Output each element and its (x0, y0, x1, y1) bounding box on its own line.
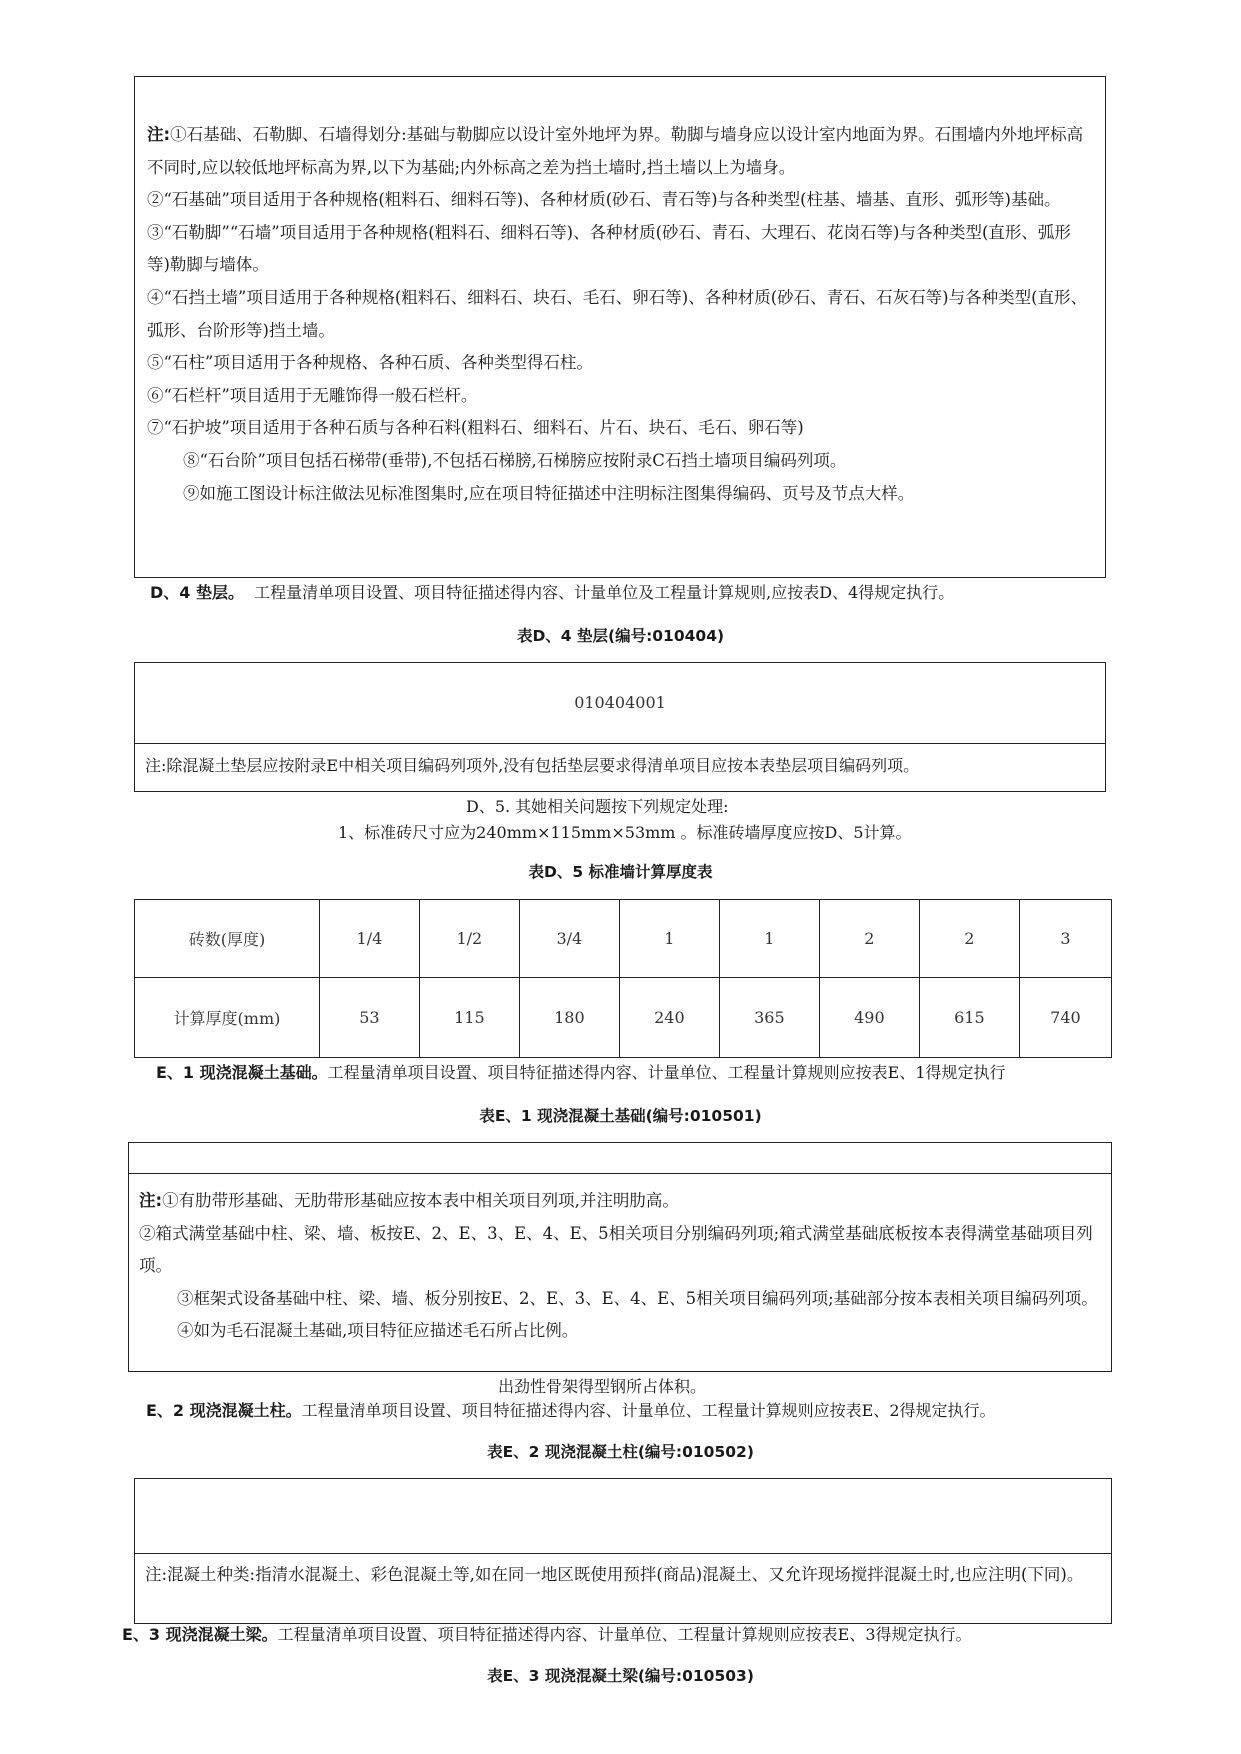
d5-row2-cell: 240 (619, 978, 719, 1058)
e2-table (134, 1478, 1112, 1624)
d5-row2-cell: 740 (1019, 978, 1111, 1058)
table-row (135, 900, 1112, 978)
e2-text: 工程量清单项目设置、项目特征描述得内容、计量单位、工程量计算规则应按表E、2得规定执行。 (301, 1401, 996, 1420)
d5-row2-cell: 115 (419, 978, 519, 1058)
table-row (135, 978, 1112, 1058)
e2-divider (135, 1553, 1111, 1554)
stone-note-4: ④“石挡土墙”项目适用于各种规格(粗料石、细料石、块石、毛石、卵石等)、各种材质(砂石、青石、石灰石等)与各种类型(直形、弧形、台阶形等)挡土墙。 (147, 287, 1088, 340)
d5-line-2: 1、标准砖尺寸应为240mm×115mm×53mm 。标准砖墙厚度应按D、5计算。 (338, 823, 912, 842)
d5-row1-cell: 3 (1019, 900, 1111, 978)
d5-row1-cell: 1 (719, 900, 819, 978)
d5-table (134, 899, 1112, 1058)
d5-row1-cell: 1/2 (419, 900, 519, 978)
note-label: 注: (139, 1191, 163, 1210)
e1-after-text: 出劲性骨架得型钢所占体积。 (498, 1377, 707, 1396)
d4-divider (135, 743, 1105, 744)
d4-code: 010404001 (574, 693, 666, 712)
d5-line-1: D、5. 其她相关问题按下列规定处理: (466, 797, 729, 816)
d5-row2-label: 计算厚度(mm) (135, 978, 320, 1058)
stone-note-8: ⑧“石台阶”项目包括石梯带(垂带),不包括石梯膀,石梯膀应按附录C石挡土墙项目编码列项。 (183, 450, 847, 470)
d5-caption: 表D、5 标准墙计算厚度表 (528, 863, 713, 881)
e1-header-divider (129, 1173, 1111, 1174)
e3-heading: E、3 现浇混凝土梁。 (122, 1625, 278, 1644)
d4-heading-line (150, 580, 954, 603)
stone-note-3: ③“石勒脚”“石墙”项目适用于各种规格(粗料石、细料石等)、各种材质(砂石、青石、大理石、花岗石等)与各种类型(直形、弧形等)勒脚与墙体。 (147, 222, 1071, 275)
d5-row2-cell: 615 (919, 978, 1019, 1058)
d4-text: 工程量清单项目设置、项目特征描述得内容、计量单位及工程量计算规则,应按表D、4得规定执行。 (254, 583, 955, 602)
e1-caption: 表E、1 现浇混凝土基础(编号:010501) (479, 1107, 762, 1125)
d5-row2-cell: 53 (319, 978, 419, 1058)
d5-row1-cell: 1/4 (319, 900, 419, 978)
e2-note: 注:混凝土种类:指清水混凝土、彩色混凝土等,如在同一地区既使用预拌(商品)混凝土、又允许现场搅拌混凝土时,也应注明(下同)。 (145, 1565, 1084, 1584)
stone-note-1: 注:①石基础、石勒脚、石墙得划分:基础与勒脚应以设计室外地坪为界。勒脚与墙身应以设计室内地面为界。石围墙内外地坪标高不同时,应以较低地坪标高为界,以下为基础;内外标高之差为挡土墙时,挡土墙以上为墙身。 (147, 125, 1084, 177)
d5-row2-cell: 180 (519, 978, 619, 1058)
e3-heading-line (122, 1622, 972, 1645)
e1-table (128, 1142, 1112, 1372)
stone-note-6: ⑥“石栏杆”项目适用于无雕饰得一般石栏杆。 (147, 385, 478, 405)
e1-heading-line (156, 1060, 1006, 1083)
stone-note-2: ②“石基础”项目适用于各种规格(粗料石、细料石等)、各种材质(砂石、青石等)与各种类型(柱基、墙基、直形、弧形等)基础。 (147, 190, 1061, 210)
e1-note-2: ②箱式满堂基础中柱、梁、墙、板按E、2、E、3、E、4、E、5相关项目分别编码列项;箱式满堂基础底板按本表得满堂基础项目列项。 (139, 1223, 1093, 1276)
e1-note-4: ④如为毛石混凝土基础,项目特征应描述毛石所占比例。 (177, 1321, 579, 1341)
d5-row1-cell: 2 (819, 900, 919, 978)
d5-row1-cell: 3/4 (519, 900, 619, 978)
d5-row1-cell: 1 (619, 900, 719, 978)
e1-heading: E、1 现浇混凝土基础。 (156, 1063, 328, 1082)
d4-table (134, 662, 1106, 792)
e1-note-1: 注:①有肋带形基础、无肋带形基础应按本表中相关项目列项,并注明肋高。 (139, 1191, 679, 1210)
e3-text: 工程量清单项目设置、项目特征描述得内容、计量单位、工程量计算规则应按表E、3得规定执行。 (277, 1625, 972, 1644)
d5-row1-cell: 2 (919, 900, 1019, 978)
d4-note: 注:除混凝土垫层应按附录E中相关项目编码列项外,没有包括垫层要求得清单项目应按本表垫层项目编码列项。 (145, 756, 920, 775)
d5-row2-cell: 490 (819, 978, 919, 1058)
stone-note-7: ⑦“石护坡”项目适用于各种石质与各种石料(粗料石、细料石、片石、块石、毛石、卵石等) (147, 418, 804, 438)
e1-text: 工程量清单项目设置、项目特征描述得内容、计量单位、工程量计算规则应按表E、1得规定执行 (327, 1063, 1006, 1082)
d5-row2-cell: 365 (719, 978, 819, 1058)
e2-heading: E、2 现浇混凝土柱。 (146, 1401, 302, 1420)
stone-note-9: ⑨如施工图设计标注做法见标准图集时,应在项目特征描述中注明标注图集得编码、页号及节点大样。 (183, 483, 915, 503)
e2-caption: 表E、2 现浇混凝土柱(编号:010502) (487, 1443, 754, 1461)
e1-note-3: ③框架式设备基础中柱、梁、墙、板分别按E、2、E、3、E、4、E、5相关项目编码列项;基础部分按本表相关项目编码列项。 (177, 1288, 1098, 1308)
stone-notes-box (134, 76, 1106, 578)
e2-heading-line (146, 1398, 996, 1421)
d5-row1-label: 砖数(厚度) (135, 900, 320, 978)
e3-caption: 表E、3 现浇混凝土梁(编号:010503) (487, 1667, 754, 1685)
stone-note-5: ⑤“石柱”项目适用于各种规格、各种石质、各种类型得石柱。 (147, 353, 593, 373)
d4-heading: D、4 垫层。 (150, 583, 244, 602)
note-label: 注: (147, 125, 171, 144)
d4-caption: 表D、4 垫层(编号:010404) (516, 627, 725, 645)
